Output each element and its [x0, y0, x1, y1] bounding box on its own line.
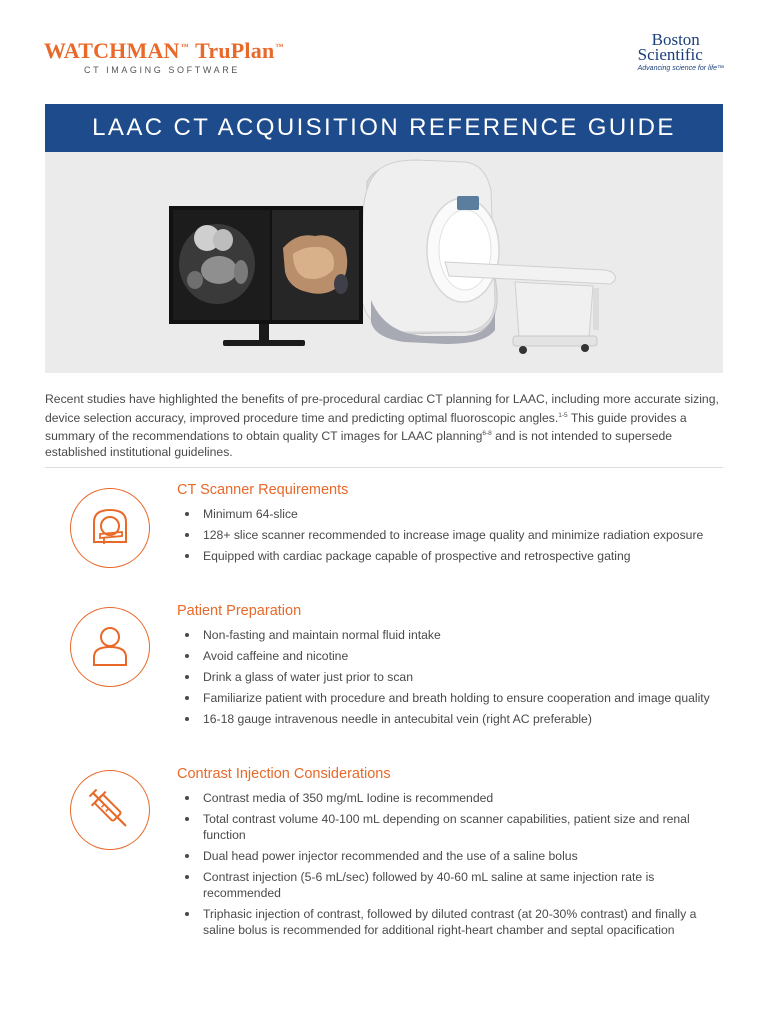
company-name-line2: Scientific	[637, 45, 703, 64]
list-item: Avoid caffeine and nicotine	[203, 648, 713, 664]
section-title: Patient Preparation	[177, 603, 302, 619]
trademark-mark: ™	[275, 42, 284, 51]
intro-text-3: and is not intended to supersede established institutional guidelines.	[45, 429, 673, 459]
list-item: Familiarize patient with procedure and breath holding to ensure cooperation and image quality	[203, 690, 713, 706]
list-item: Non-fasting and maintain normal fluid intake	[203, 627, 713, 643]
page-title: LAAC CT ACQUISITION REFERENCE GUIDE	[92, 114, 676, 141]
preparation-list	[177, 627, 713, 732]
list-item: Total contrast volume 40-100 mL depending on scanner capabilities, patient size and renal function	[203, 811, 713, 843]
product-name-watchman: WATCHMAN	[44, 38, 180, 63]
list-item: Drink a glass of water just prior to scan	[203, 669, 713, 685]
product-name-truplan: TruPlan	[195, 38, 275, 63]
boston-scientific-logo	[638, 32, 724, 72]
product-tagline: CT IMAGING SOFTWARE	[84, 65, 240, 75]
list-item: Contrast media of 350 mg/mL Iodine is recommended	[203, 790, 713, 806]
section-title: CT Scanner Requirements	[177, 482, 349, 498]
reference-superscript: 1-5	[558, 411, 568, 419]
divider	[45, 467, 723, 468]
company-slogan: Advancing science for life™	[637, 65, 724, 72]
ct-scanner-and-monitor-illustration	[45, 152, 723, 373]
list-item: Dual head power injector recommended and the use of a saline bolus	[203, 848, 713, 864]
title-banner	[45, 104, 723, 152]
patient-icon	[70, 607, 150, 687]
intro-text-2: This guide provides a summary of the recommendations to obtain quality CT images for LAAC planning	[45, 410, 687, 444]
intro-paragraph	[45, 392, 725, 461]
intro-text-1: Recent studies have highlighted the benefits of pre-procedural cardiac CT planning for LAAC, including more accurate sizing, device selection accuracy, improved procedure time and predicting optimal fluoroscopic angles.	[45, 392, 719, 425]
ct-scanner-icon	[70, 488, 150, 568]
list-item: Triphasic injection of contrast, followed by diluted contrast (at 20-30% contrast) and finally a saline bolus is recommended for additional right-heart chamber and septal opacification	[203, 906, 713, 938]
reference-superscript: 6-8	[482, 430, 492, 438]
section-title: Contrast Injection Considerations	[177, 766, 391, 782]
company-name-line1: Boston	[651, 30, 700, 49]
syringe-icon	[70, 770, 150, 850]
truplan-logo	[44, 38, 285, 75]
list-item: Minimum 64-slice	[203, 506, 713, 522]
list-item: Contrast injection (5-6 mL/sec) followed by 40-60 mL saline at same injection rate is recommended	[203, 869, 713, 901]
list-item: Equipped with cardiac package capable of prospective and retrospective gating	[203, 548, 713, 564]
list-item: 128+ slice scanner recommended to increase image quality and minimize radiation exposure	[203, 527, 713, 543]
product-name	[44, 38, 285, 64]
requirements-list	[177, 506, 713, 569]
hero-image	[45, 152, 723, 373]
list-item: 16-18 gauge intravenous needle in antecubital vein (right AC preferable)	[203, 711, 713, 727]
trademark-mark: ™	[180, 42, 189, 51]
contrast-list	[177, 790, 713, 943]
company-name	[638, 32, 724, 62]
